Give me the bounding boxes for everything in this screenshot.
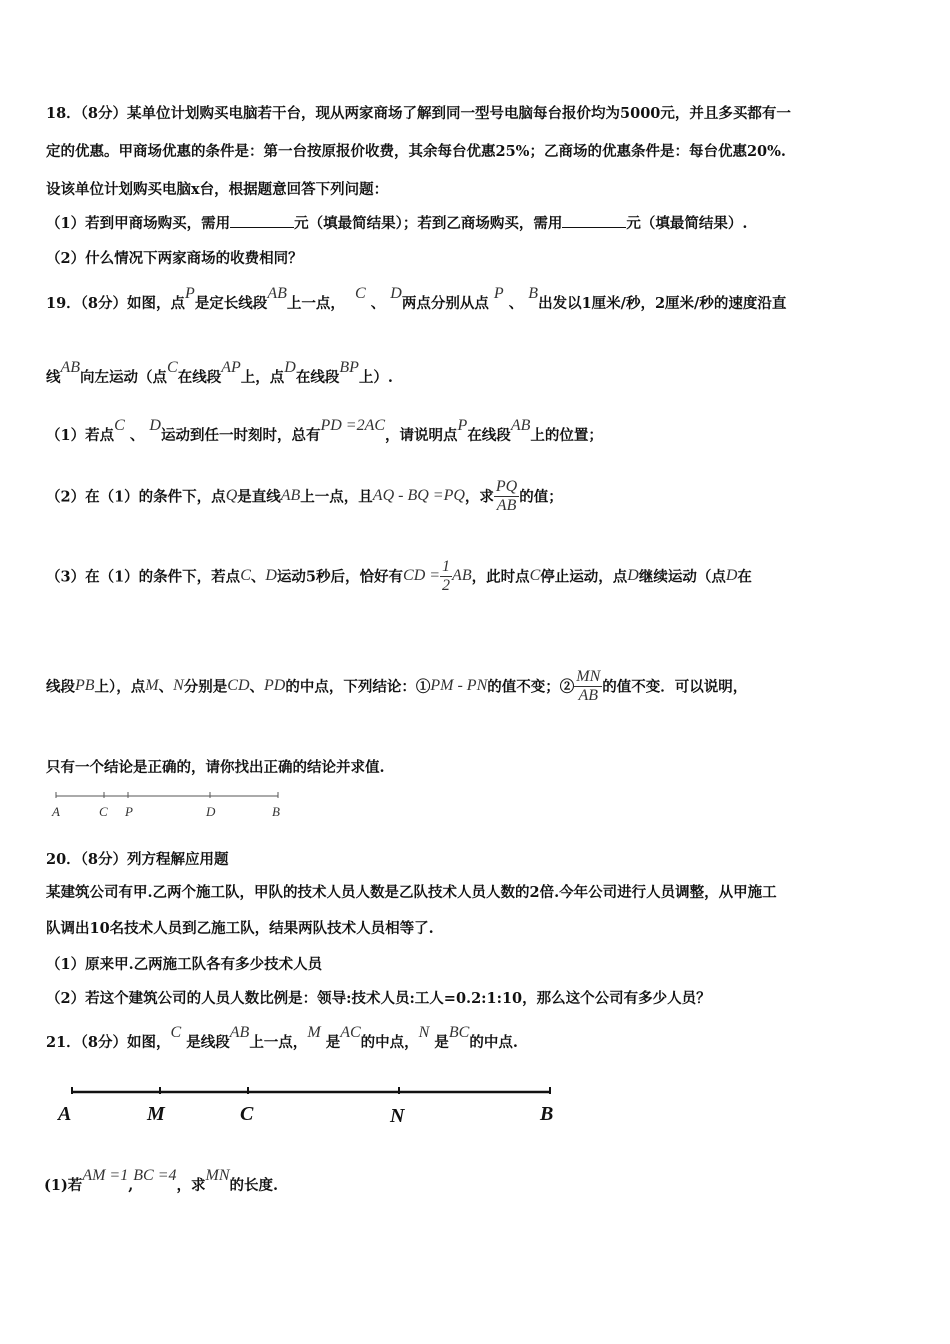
q19-text: 19．（8分）如图，点 xyxy=(46,295,186,312)
label-B: B xyxy=(540,1103,554,1125)
q18-part-2: （2）什么情况下两家商场的收费相同？ xyxy=(46,250,303,267)
q19-text: 、 xyxy=(370,295,386,312)
math-BP: BP xyxy=(339,359,359,376)
label-D: D xyxy=(206,804,216,819)
q19-text: 在线段 xyxy=(295,369,340,386)
math-CD-eq: CD = xyxy=(403,567,441,585)
q21-segment-figure xyxy=(50,1084,570,1128)
math-D: D xyxy=(149,417,161,434)
math-AB: AB xyxy=(510,417,531,434)
math-AP: AP xyxy=(221,359,241,376)
q19-line-5: 只有一个结论是正确的，请你找出正确的结论并求值. xyxy=(46,759,385,776)
q19-text: 、 xyxy=(508,295,524,312)
q19-text: 、 xyxy=(250,568,266,586)
q21-text: ，求 xyxy=(176,1177,206,1194)
q21-part-1 xyxy=(44,1167,279,1195)
q20-line-2: 某建筑公司有甲.乙两个施工队，甲队的技术人员人数是乙队技术人员人数的2倍.今年公司进行人员调整，从甲施工 xyxy=(46,884,777,901)
math-PD: PD xyxy=(264,677,286,695)
q19-text: （3）在（1）的条件下，若点 xyxy=(46,568,241,586)
math-C: C xyxy=(240,567,251,585)
q19-text: 线段 xyxy=(46,678,75,696)
q19-text: 两点分别从点 xyxy=(401,295,489,312)
q20-line-1: 20．（8分）列方程解应用题 xyxy=(46,851,229,868)
fraction-PQ-over-AB xyxy=(494,478,519,514)
q21-text: 是线段 xyxy=(186,1034,230,1051)
q19-text: 上），点 xyxy=(94,678,146,696)
q19-line-4 xyxy=(46,668,747,704)
q19-text: 在 xyxy=(737,568,752,586)
q19-text: 线 xyxy=(46,369,61,386)
q19-text: 、 xyxy=(249,678,265,696)
q21-text: 是 xyxy=(325,1034,341,1051)
answer-blank-1[interactable] xyxy=(230,215,294,228)
math-M: M xyxy=(307,1024,321,1041)
q19-text: 停止运动，点 xyxy=(540,568,628,586)
q19-text: 出发以1厘米/秒，2厘米/秒的速度沿直 xyxy=(538,295,787,312)
q21-line-1 xyxy=(46,1024,518,1052)
q21-text: 上一点， xyxy=(249,1034,308,1051)
q20-line-3: 队调出10名技术人员到乙施工队，结果两队技术人员相等了. xyxy=(46,920,434,937)
q19-text: 在线段 xyxy=(467,427,511,444)
q21-text: 21．（8分）如图， xyxy=(46,1034,171,1051)
q19-text: 是定长线段 xyxy=(194,295,268,312)
label-A: A xyxy=(52,804,60,819)
math-M: M xyxy=(145,677,159,695)
math-PB: PB xyxy=(75,677,95,695)
q21-text: 的长度. xyxy=(229,1177,279,1194)
q21-text: 的中点， xyxy=(360,1034,419,1051)
math-PM-PN: PM - PN xyxy=(430,677,488,695)
math-BC: BC xyxy=(448,1024,470,1041)
q20-part-1: （1）原来甲.乙两施工队各有多少技术人员 xyxy=(46,956,323,973)
math-D: D xyxy=(725,567,738,585)
q18-line-3: 设该单位计划购买电脑x台，根据题意回答下列问题： xyxy=(46,181,389,198)
label-M: M xyxy=(147,1103,165,1125)
frac-denominator: AB xyxy=(578,686,598,704)
math-C: C xyxy=(167,359,178,376)
label-C: C xyxy=(240,1103,254,1125)
frac-numerator: MN xyxy=(576,668,601,685)
q19-text: 的值不变．可以说明， xyxy=(602,678,748,696)
label-B: B xyxy=(272,804,280,819)
math-D: D xyxy=(284,359,296,376)
q20-part-2: （2）若这个建筑公司的人员人数比例是：领导:技术人员:工人=0.2:1:10，那么这个公司有多少人员？ xyxy=(46,990,711,1007)
math-B: B xyxy=(528,285,539,302)
q19-segment-figure xyxy=(46,790,296,822)
q19-text: 上，点 xyxy=(240,369,285,386)
q19-text: 在线段 xyxy=(177,369,222,386)
q18-p1-text-c: 元（填最简结果）. xyxy=(626,215,748,232)
fraction-MN-over-AB xyxy=(574,668,602,704)
q19-line-2 xyxy=(46,359,393,387)
q19-part-1 xyxy=(46,417,603,445)
q19-text: 继续运动（点 xyxy=(638,568,726,586)
q19-text: 上一点， xyxy=(286,295,345,312)
math-P: P xyxy=(493,285,504,302)
math-N: N xyxy=(418,1024,430,1041)
q19-text: 的中点，下列结论：① xyxy=(285,678,431,696)
math-P: P xyxy=(185,285,195,302)
math-MN: MN xyxy=(205,1167,230,1184)
q21-text: (1)若 xyxy=(44,1177,83,1194)
q19-text: （1）若点 xyxy=(46,427,115,444)
frac-numerator: PQ xyxy=(495,478,518,495)
q19-text: 上）. xyxy=(358,369,393,386)
math-AB: AB xyxy=(452,567,472,585)
math-N: N xyxy=(173,677,184,695)
q19-text: ，请说明点 xyxy=(385,427,458,444)
q19-text: 分别是 xyxy=(183,678,228,696)
q18-p1-text-b: 元（填最简结果）；若到乙商场购买，需用 xyxy=(294,215,563,232)
q18-p1-text-a: （1）若到甲商场购买，需用 xyxy=(46,215,231,232)
math-AQ-BQ-PQ: AQ - BQ =PQ xyxy=(372,487,465,505)
math-Q: Q xyxy=(225,487,238,505)
q19-text: 上一点，且 xyxy=(300,488,373,506)
label-C: C xyxy=(99,804,108,819)
math-CD: CD xyxy=(227,677,250,695)
q18-line-2: 定的优惠。甲商场优惠的条件是：第一台按原报价收费，其余每台优惠25%；乙商场的优惠条件是：每台优惠20%. xyxy=(46,143,786,160)
math-C: C xyxy=(114,417,125,434)
q19-text: 的值； xyxy=(519,488,563,506)
q19-text: 向左运动（点 xyxy=(80,369,168,386)
q19-text: （2）在（1）的条件下，点 xyxy=(46,488,226,506)
math-PD-2AC: PD =2AC xyxy=(320,417,386,434)
frac-numerator: 1 xyxy=(442,558,451,575)
q19-text: 运动到任一时刻时，总有 xyxy=(160,427,321,444)
math-BC-4: BC =4 xyxy=(133,1167,177,1184)
q18-part-1 xyxy=(46,212,747,233)
math-C: C xyxy=(170,1024,182,1041)
q18-line-1: 18．（8分）某单位计划购买电脑若干台，现从两家商场了解到同一型号电脑每台报价均为5000元，并且多买都有一 xyxy=(46,105,791,122)
q21-text: 是 xyxy=(434,1034,449,1051)
label-A: A xyxy=(58,1103,72,1125)
math-AB: AB xyxy=(267,285,287,302)
label-N: N xyxy=(390,1105,405,1127)
q19-text: 上的位置； xyxy=(530,427,603,444)
q19-text: 的值不变；② xyxy=(487,678,575,696)
math-C: C xyxy=(354,285,366,302)
fraction-one-half xyxy=(440,558,452,594)
math-D: D xyxy=(390,285,402,302)
q19-part-3 xyxy=(46,558,752,594)
math-AM-1: AM =1 xyxy=(82,1167,129,1184)
math-C: C xyxy=(529,567,541,585)
q21-text: , xyxy=(128,1177,134,1194)
q19-text: 运动5秒后，恰好有 xyxy=(276,568,404,586)
q19-text: ，求 xyxy=(464,488,494,506)
q19-line-1 xyxy=(46,285,787,313)
math-AC: AC xyxy=(340,1024,361,1041)
q19-text: 、 xyxy=(129,427,145,444)
q19-part-2 xyxy=(46,478,563,514)
label-P: P xyxy=(125,804,133,819)
math-D: D xyxy=(265,567,277,585)
frac-denominator: AB xyxy=(496,496,517,514)
q21-text: 的中点. xyxy=(469,1034,518,1051)
frac-denominator: 2 xyxy=(442,576,451,594)
q19-text: 是直线 xyxy=(237,488,281,506)
answer-blank-2[interactable] xyxy=(562,215,626,228)
q19-text: 、 xyxy=(158,678,174,696)
math-P: P xyxy=(457,417,468,434)
math-AB: AB xyxy=(60,359,81,376)
math-D: D xyxy=(627,567,639,585)
q19-text: ，此时点 xyxy=(471,568,530,586)
math-AB: AB xyxy=(229,1024,250,1041)
math-AB: AB xyxy=(280,487,301,505)
